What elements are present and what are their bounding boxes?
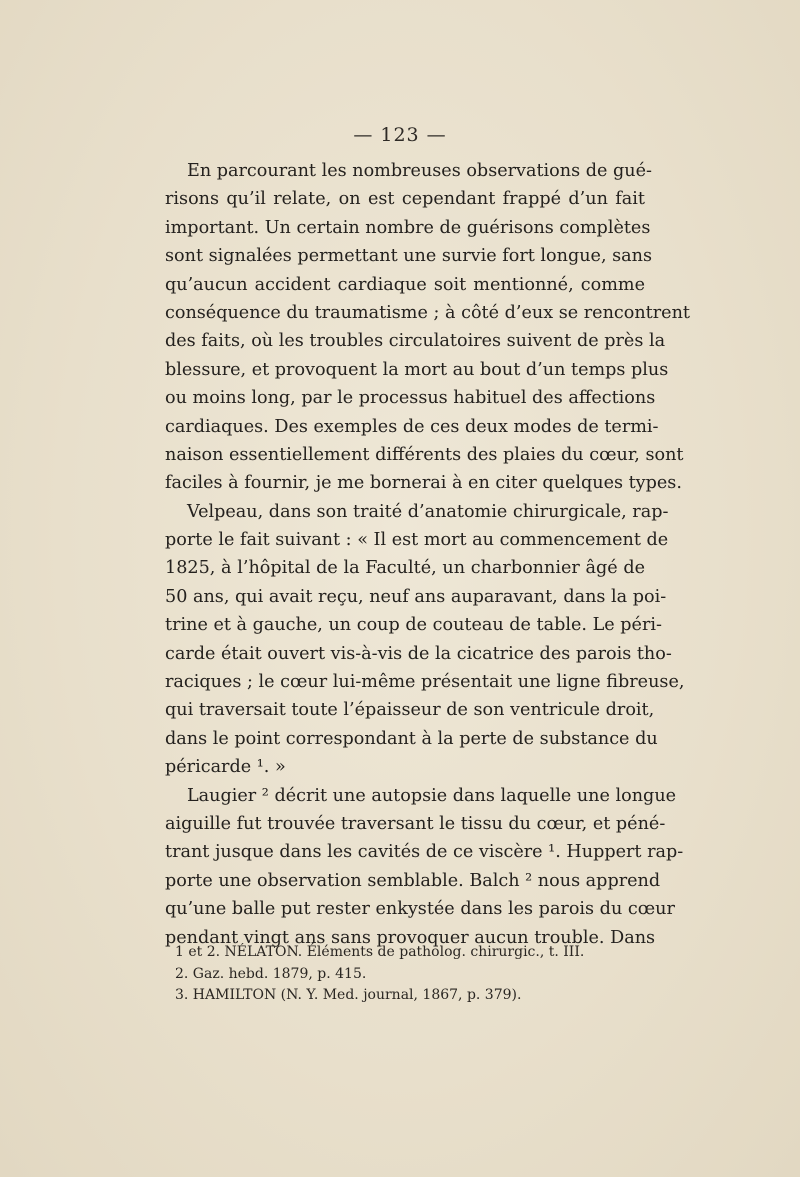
body-line: sont signalées permettant une survie fort longue, sans bbox=[165, 246, 653, 267]
body-line: naison essentiellement différents des plaies du cœur, sont bbox=[165, 444, 684, 465]
body-line: 1825, à l’hôpital de la Faculté, un charbonnier âgé de bbox=[165, 558, 645, 579]
body-line: raciques ; le cœur lui-même présentait une ligne fibreuse, bbox=[165, 672, 685, 693]
body-line: qu’une balle put rester enkystée dans les parois du cœur bbox=[165, 899, 675, 920]
footnote: 1 et 2. NÉLATON. Éléments de patholog. chirurgic., t. III. bbox=[175, 944, 585, 960]
body-line: péricarde ¹. » bbox=[165, 757, 286, 778]
body-line: qu’aucun accident cardiaque soit mentionné, comme bbox=[165, 274, 645, 295]
body-line: qui traversait toute l’épaisseur de son ventricule droit, bbox=[165, 700, 655, 721]
body-line: blessure, et provoquent la mort au bout d’un temps plus bbox=[165, 359, 669, 380]
body-line: des faits, où les troubles circulatoires suivent de près la bbox=[165, 331, 666, 352]
footnote: 2. Gaz. hebd. 1879, p. 415. bbox=[175, 965, 367, 982]
body-line: En parcourant les nombreuses observations de gué- bbox=[187, 161, 652, 181]
body-line: dans le point correspondant à la perte de substance du bbox=[165, 728, 658, 749]
body-line: ou moins long, par le processus habituel des affections bbox=[165, 388, 656, 409]
body-line: trine et à gauche, un coup de couteau de table. Le péri- bbox=[165, 615, 662, 636]
page-number: — 123 — bbox=[353, 124, 447, 146]
body-line: trant jusque dans les cavités de ce viscère ¹. Huppert rap- bbox=[165, 842, 684, 863]
body-line: carde était ouvert vis-à-vis de la cicatrice des parois tho- bbox=[165, 643, 672, 664]
body-line: pendant vingt ans sans provoquer aucun trouble. Dans bbox=[165, 927, 656, 948]
body-line: 50 ans, qui avait reçu, neuf ans auparavant, dans la poi- bbox=[165, 586, 667, 607]
body-line: faciles à fournir, je me bornerai à en citer quelques types. bbox=[165, 473, 682, 494]
footnotes bbox=[175, 942, 645, 1007]
body-line: important. Un certain nombre de guérisons complètes bbox=[165, 217, 651, 238]
body-line: porte le fait suivant : « Il est mort au commencement de bbox=[165, 530, 669, 551]
body-line: cardiaques. Des exemples de ces deux modes de termi- bbox=[165, 416, 659, 437]
body-line: Velpeau, dans son traité d’anatomie chirurgicale, rap- bbox=[187, 501, 669, 522]
body-line: Laugier ² décrit une autopsie dans laquelle une longue bbox=[187, 785, 677, 806]
body-line: porte une observation semblable. Balch ² nous apprend bbox=[165, 870, 661, 891]
footnote: 3. HAMILTON (N. Y. Med. journal, 1867, p. 379). bbox=[175, 987, 522, 1003]
body-line: conséquence du traumatisme ; à côté d’eux se rencontrent bbox=[165, 302, 690, 323]
body-line: risons qu’il relate, on est cependant frappé d’un fait bbox=[165, 189, 645, 210]
body-text bbox=[165, 157, 690, 952]
body-line: aiguille fut trouvée traversant le tissu du cœur, et péné- bbox=[165, 813, 666, 834]
